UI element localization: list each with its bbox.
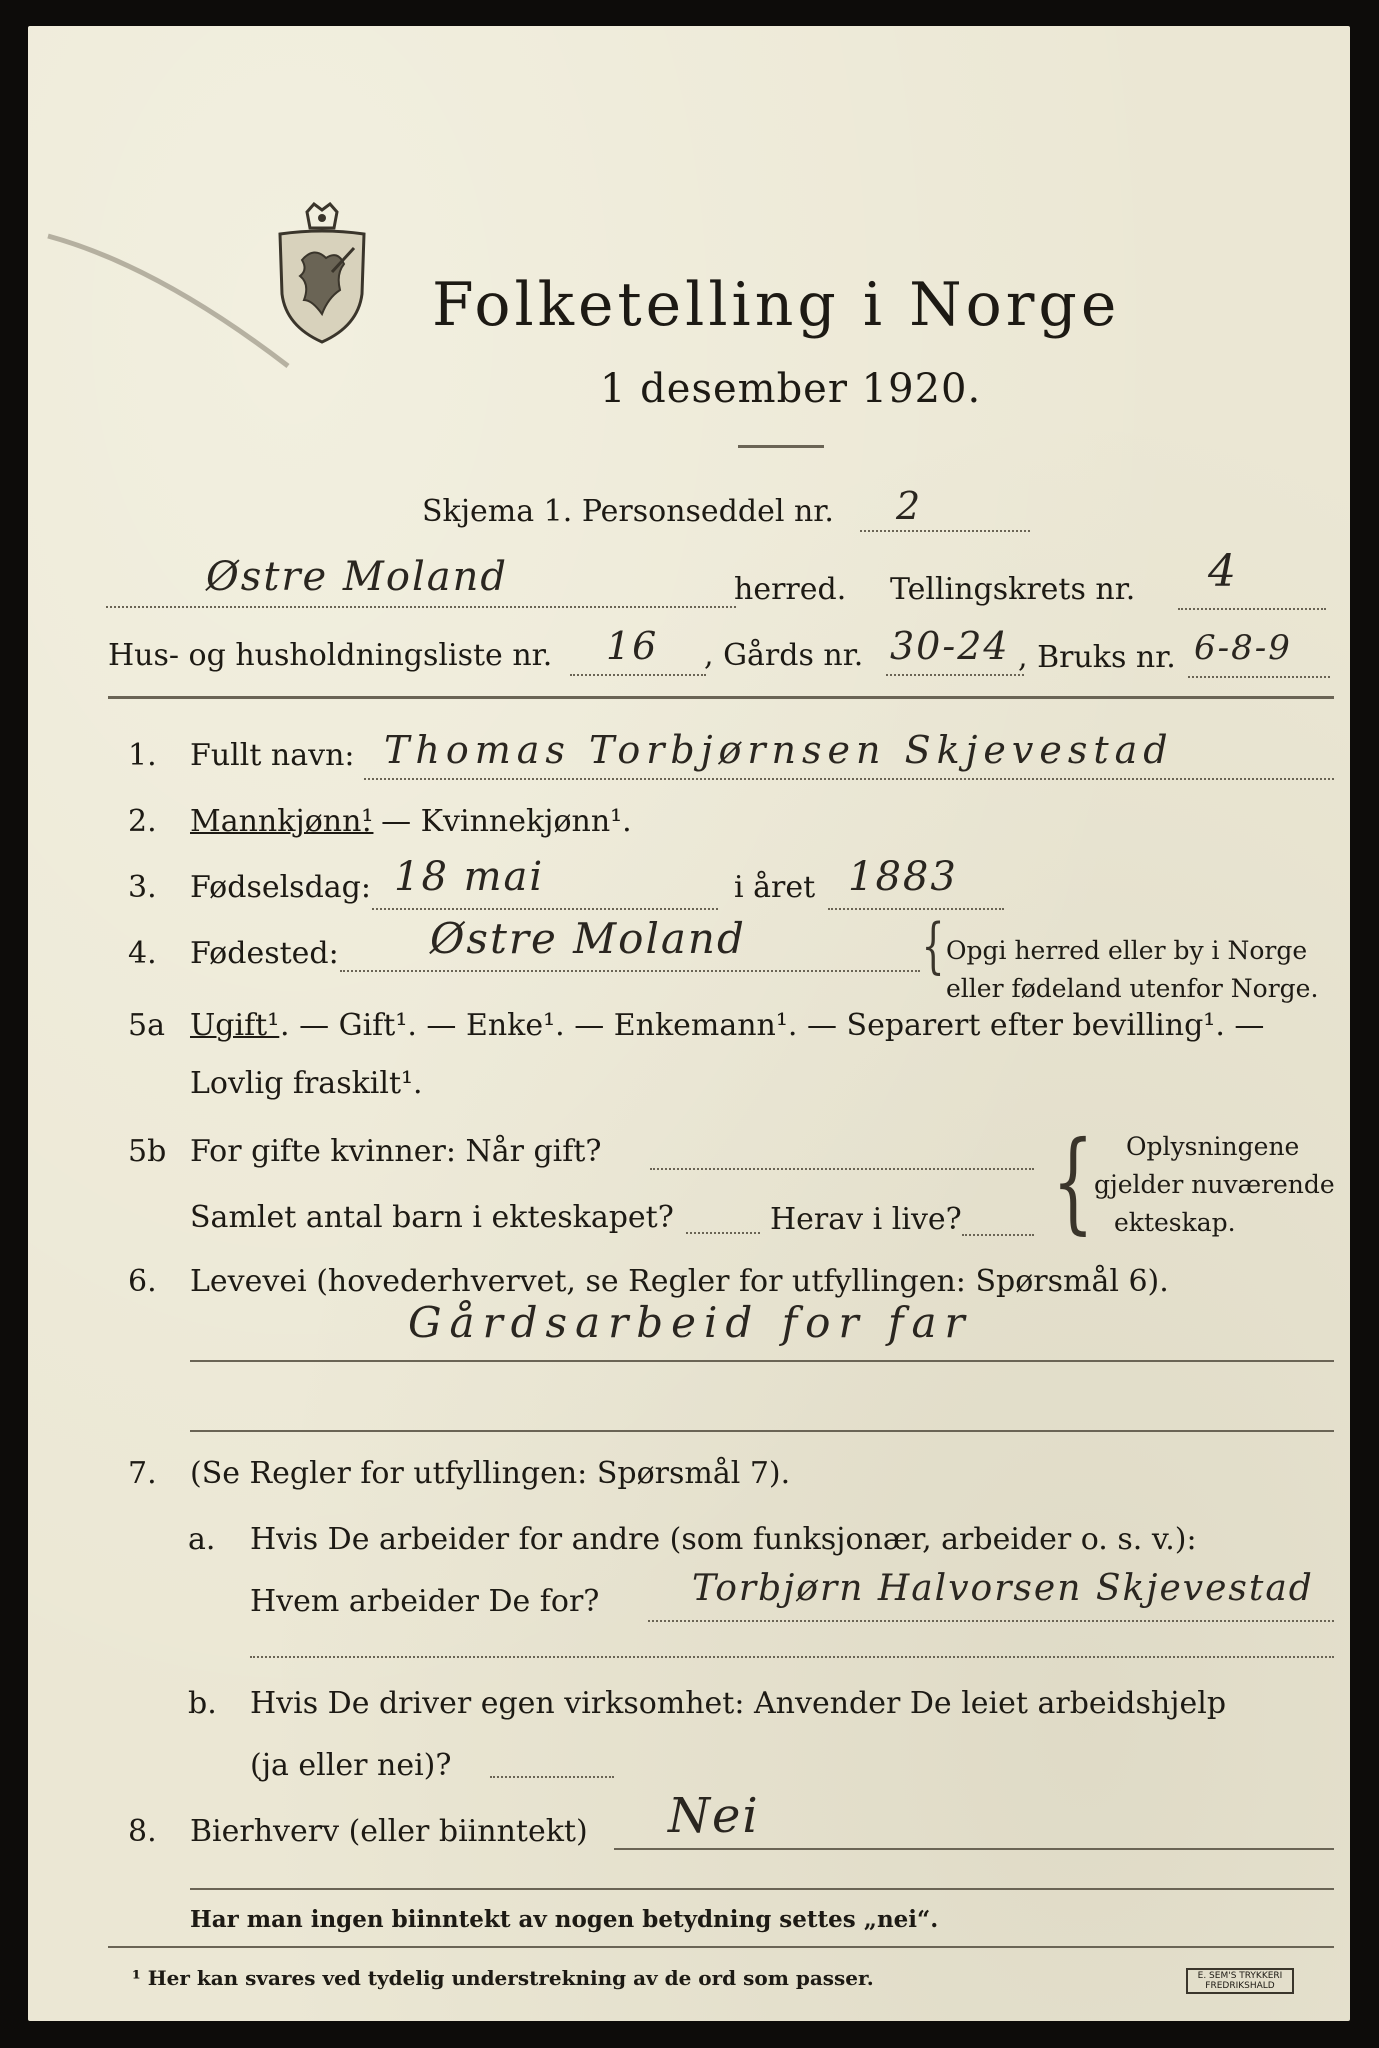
q1-label: Fullt navn:: [190, 738, 355, 773]
birthyear-label: i året: [734, 870, 816, 905]
occupation-value: Gårdsarbeid for far: [408, 1298, 973, 1347]
header-separator: [108, 696, 1334, 699]
q3-label: Fødselsdag:: [190, 870, 371, 905]
marriage-note-3: ekteskap.: [1114, 1208, 1236, 1237]
employer-value: Torbjørn Halvorsen Skjevestad: [692, 1568, 1314, 1609]
marital-options: . — Gift¹. — Enke¹. — Enkemann¹. — Separert efter bevilling¹. —: [280, 1008, 1265, 1043]
husholdningsliste-field[interactable]: [570, 624, 706, 676]
husholdningsliste-label: Hus- og husholdningsliste nr.: [108, 638, 553, 673]
q7a-line1: Hvis De arbeider for andre (som funksjonær, arbeider o. s. v.):: [250, 1522, 1197, 1557]
q7b-line1: Hvis De driver egen virksomhet: Anvender De leiet arbeidshjelp: [250, 1686, 1227, 1721]
q5b-alive-label: Herav i live?: [770, 1202, 962, 1237]
birthplace-field[interactable]: [340, 914, 920, 972]
occupation-line-2[interactable]: [190, 1430, 1334, 1432]
marriage-note-2: gjelder nuværende: [1094, 1170, 1335, 1199]
q5b-number: 5b: [128, 1134, 167, 1169]
gender-rest: . — Kvinnekjønn¹.: [362, 804, 632, 839]
gards-field[interactable]: [886, 624, 1024, 676]
marriage-note-1: Oplysningene: [1126, 1132, 1300, 1161]
birthplace-value: Østre Moland: [430, 914, 746, 963]
full-name-field[interactable]: [364, 728, 1334, 780]
occupation-line-1[interactable]: [190, 1360, 1334, 1362]
birthplace-note-brace: {: [921, 911, 945, 981]
personseddel-value: 2: [896, 484, 923, 528]
q4-number: 4.: [128, 936, 157, 971]
birthplace-note-2: eller fødeland utenfor Norge.: [946, 974, 1319, 1003]
tellingskrets-label: Tellingskrets nr.: [890, 572, 1136, 607]
birthplace-note-1: Opgi herred eller by i Norge: [946, 936, 1308, 965]
bruks-field[interactable]: [1188, 628, 1330, 678]
q7b-letter: b.: [188, 1686, 217, 1721]
married-when-field[interactable]: [650, 1138, 1034, 1170]
birthyear-value: 1883: [848, 854, 958, 900]
q7-number: 7.: [128, 1456, 157, 1491]
gards-label: , Gårds nr.: [704, 638, 864, 673]
children-count-field[interactable]: [686, 1202, 760, 1234]
q6-label: Levevei (hovederhvervet, se Regler for utfyllingen: Spørsmål 6).: [190, 1264, 1169, 1299]
q5b-children-label: Samlet antal barn i ekteskapet?: [190, 1200, 674, 1235]
q7-label: (Se Regler for utfyllingen: Spørsmål 7).: [190, 1456, 791, 1491]
q7a-line2: Hvem arbeider De for?: [250, 1584, 600, 1619]
footnote: ¹ Her kan svares ved tydelig understrekning av de ord som passer.: [132, 1966, 874, 1990]
q6-number: 6.: [128, 1264, 157, 1299]
q4-label: Fødested:: [190, 936, 339, 971]
q8-number: 8.: [128, 1814, 157, 1849]
side-income-line[interactable]: [614, 1848, 1334, 1850]
birthyear-field[interactable]: [828, 854, 1004, 910]
printer-stamp-text: E. SEM'S TRYKKERI FREDRIKSHALD: [1197, 1971, 1283, 1991]
census-date: 1 desember 1920.: [600, 366, 982, 412]
q7b-line2: (ja eller nei)?: [250, 1748, 452, 1783]
birthdate-field[interactable]: [372, 854, 718, 910]
q1-number: 1.: [128, 738, 157, 773]
husholdningsliste-value: 16: [606, 624, 659, 668]
tellingskrets-value: 4: [1208, 546, 1238, 597]
side-income-line-2[interactable]: [190, 1888, 1334, 1890]
q5a-number: 5a: [128, 1008, 165, 1043]
children-alive-field[interactable]: [962, 1204, 1034, 1236]
q3-number: 3.: [128, 870, 157, 905]
marital-ugift-option[interactable]: Ugift¹: [190, 1008, 280, 1043]
herred-field[interactable]: [106, 554, 736, 608]
herred-value: Østre Moland: [206, 554, 508, 600]
full-name-value: Thomas Torbjørnsen Skjevestad: [384, 728, 1174, 772]
nei-note: Har man ingen biinntekt av nogen betydning settes „nei“.: [190, 1906, 939, 1933]
printer-stamp: [1186, 1968, 1294, 1994]
q8-label: Bierhverv (eller biinntekt): [190, 1814, 588, 1849]
herred-label: herred.: [734, 572, 847, 607]
q2-number: 2.: [128, 804, 157, 839]
side-income-value: Nei: [668, 1788, 760, 1844]
gards-value: 30-24: [890, 624, 1010, 668]
hired-help-field[interactable]: [490, 1746, 614, 1778]
schema-label: Skjema 1. Personseddel nr.: [422, 494, 834, 529]
gender-male-option[interactable]: Mannkjønn¹: [190, 804, 374, 839]
employer-field[interactable]: [648, 1568, 1334, 1622]
page-title: Folketelling i Norge: [432, 270, 1121, 340]
marital-options-line2: Lovlig fraskilt¹.: [190, 1066, 423, 1101]
birthdate-value: 18 mai: [394, 854, 545, 900]
census-form-sheet: [28, 26, 1350, 2021]
tellingskrets-field[interactable]: [1178, 546, 1326, 610]
personseddel-field[interactable]: [860, 484, 1030, 532]
footnote-divider: [108, 1946, 1334, 1948]
bruks-label: , Bruks nr.: [1018, 640, 1176, 675]
pencil-mark: [38, 206, 298, 376]
q7a-letter: a.: [188, 1522, 216, 1557]
employer-field-line2[interactable]: [250, 1622, 1334, 1658]
title-divider: [738, 445, 824, 448]
marriage-note-brace: {: [1052, 1117, 1094, 1245]
bruks-value: 6-8-9: [1194, 628, 1292, 668]
q5b-line1: For gifte kvinner: Når gift?: [190, 1134, 602, 1169]
